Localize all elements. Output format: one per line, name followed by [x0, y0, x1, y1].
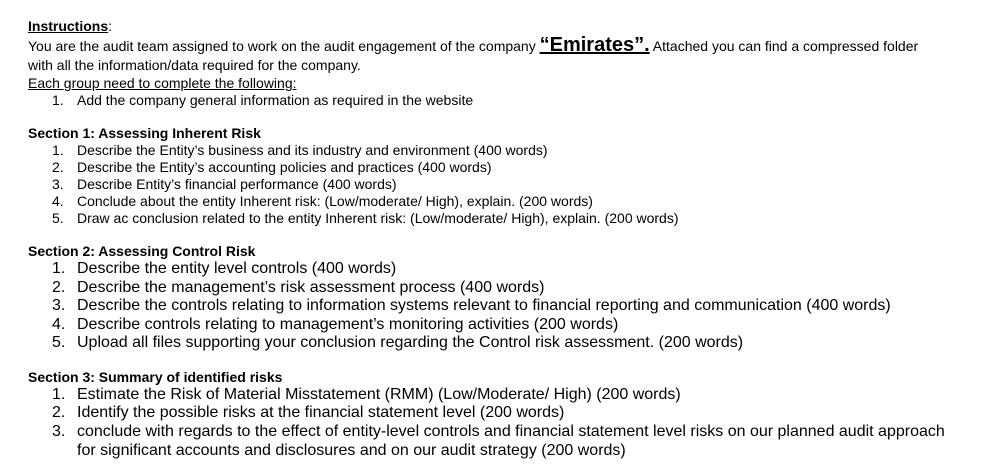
list-item [52, 193, 988, 210]
item-number: 2. [52, 404, 66, 421]
list-item [52, 210, 988, 227]
group-line: Each group need to complete the following: [28, 75, 297, 91]
item-number: 1. [52, 92, 64, 108]
list-item [52, 260, 988, 279]
item-number: 5. [52, 210, 64, 226]
item-text: Describe the Entity’s business and its industry and environment (400 words) [77, 142, 548, 158]
section2-title: Section 2: Assessing Control Risk [28, 243, 256, 259]
item-number: 3. [52, 176, 64, 192]
item-text: Describe Entity’s financial performance (400 words) [77, 176, 397, 192]
item-text: Describe the controls relating to information systems relevant to financial reporting and communication (400 words) [77, 297, 891, 314]
list-item [52, 386, 988, 405]
item-number: 4. [52, 315, 66, 333]
section2-list [28, 260, 988, 353]
company-name: “Emirates”. [539, 34, 650, 56]
item3-continuation: for significant accounts and disclosures and on our audit strategy (200 words) [77, 442, 626, 459]
intro-after: Attached you can find a compressed folder [649, 38, 919, 54]
instructions-list [28, 92, 988, 109]
item-text: Add the company general information as required in the website [77, 92, 474, 108]
intro-line-2: with all the information/data required for the company. [28, 57, 361, 73]
list-item [52, 92, 988, 109]
item-number: 1. [52, 385, 66, 403]
item-text: Describe the Entity’s accounting policies and practices (400 words) [77, 159, 492, 175]
section1-title: Section 1: Assessing Inherent Risk [28, 125, 261, 141]
instructions-heading: Instructions [28, 18, 109, 34]
item-text: Draw ac conclusion related to the entity Inherent risk: (Low/moderate/ High), explain. (200 words) [77, 210, 679, 226]
section3-title: Section 3: Summary of identified risks [28, 368, 283, 385]
item-text: Identify the possible risks at the financial statement level (200 words) [77, 404, 565, 421]
item-number: 1. [52, 142, 64, 158]
item-text: conclude with regards to the effect of entity-level controls and financial statement level risks on our planned audit approach [77, 422, 945, 440]
item-text: Upload all files supporting your conclusion regarding the Control risk assessment. (200 words) [77, 334, 744, 351]
instructions-heading-line [28, 17, 988, 35]
list-item [52, 142, 988, 159]
item-text: Estimate the Risk of Material Misstatement (RMM) (Low/Moderate/ High) (200 words) [77, 385, 681, 403]
item-number: 2. [52, 159, 64, 175]
list-item [52, 279, 988, 298]
item-number: 2. [52, 278, 66, 296]
item-text: Describe the management’s risk assessment process (400 words) [77, 278, 545, 296]
list-item [52, 404, 988, 423]
item-number: 5. [52, 334, 66, 351]
item-text: Conclude about the entity Inherent risk: (Low/moderate/ High), explain. (200 words) [77, 193, 593, 209]
item-text: Describe controls relating to management’s monitoring activities (200 words) [77, 315, 619, 333]
list-item [52, 159, 988, 176]
list-item [52, 316, 988, 335]
list-item [52, 423, 988, 442]
item-number: 3. [52, 297, 66, 314]
list-item [52, 176, 988, 193]
section3-list [28, 386, 988, 442]
section1-list [28, 142, 988, 227]
item-number: 3. [52, 422, 66, 440]
item-text: Describe the entity level controls (400 words) [77, 260, 397, 277]
document [28, 17, 988, 460]
list-item [52, 297, 988, 316]
item-number: 1. [52, 260, 66, 277]
heading-colon: : [108, 18, 113, 34]
intro-before: You are the audit team assigned to work on the audit engagement of the company [28, 38, 540, 54]
list-item [52, 334, 988, 353]
intro-line [28, 35, 988, 56]
item-number: 4. [52, 193, 64, 209]
